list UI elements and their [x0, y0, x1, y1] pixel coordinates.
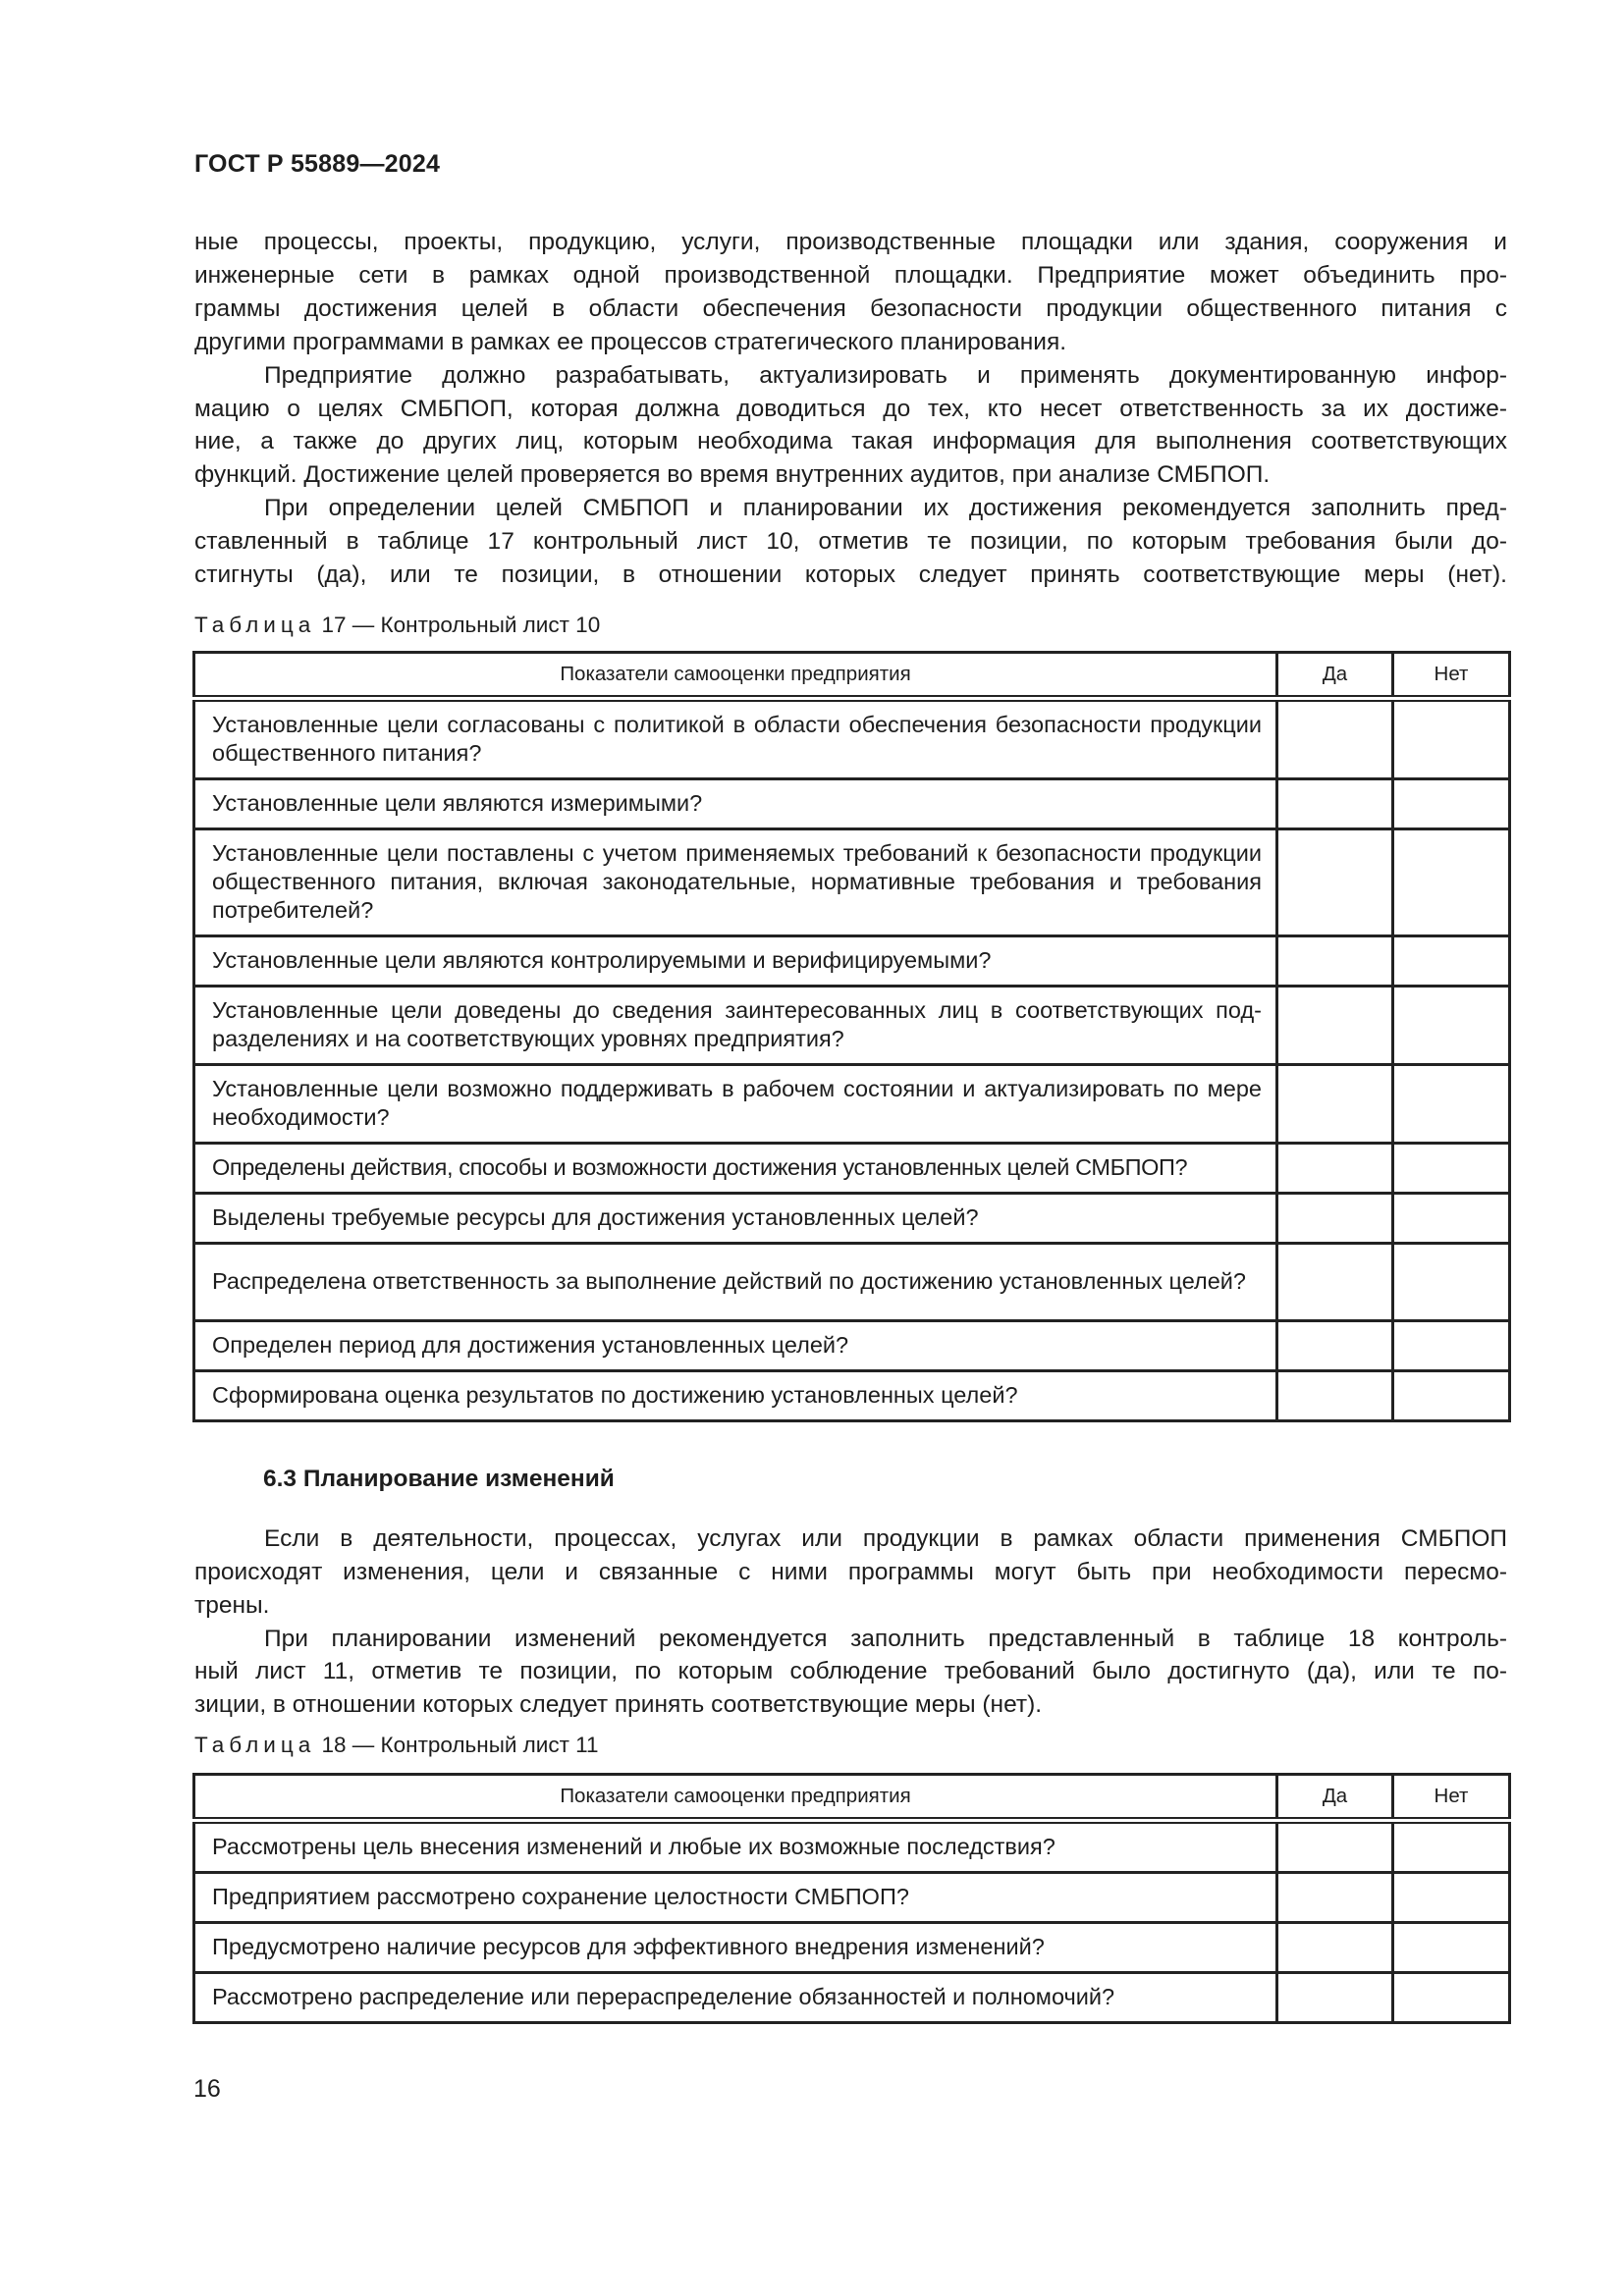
yes-checkbox-cell[interactable] [1277, 1371, 1393, 1421]
column-header-no: Нет [1393, 1775, 1510, 1821]
caption-text: 17 — Контрольный лист 10 [321, 613, 601, 637]
column-header-yes: Да [1277, 653, 1393, 699]
no-checkbox-cell[interactable] [1393, 1821, 1510, 1873]
table-row [194, 1144, 1510, 1194]
yes-checkbox-cell[interactable] [1277, 987, 1393, 1065]
caption-prefix: Таблица [194, 1733, 316, 1757]
no-checkbox-cell[interactable] [1393, 1923, 1510, 1973]
yes-checkbox-cell[interactable] [1277, 699, 1393, 779]
column-header-indicator: Показатели самооценки предприятия [194, 1775, 1277, 1821]
table-row [194, 1923, 1510, 1973]
table-row [194, 779, 1510, 829]
table-row [194, 1371, 1510, 1421]
yes-checkbox-cell[interactable] [1277, 1144, 1393, 1194]
checklist-table-18 [192, 1773, 1511, 2024]
paragraph-line: граммы достижения целей в области обеспечения безопасности продукции общественного питания с [194, 295, 1507, 322]
question-cell: Определены действия, способы и возможности достижения установленных целей СМБПОП? [194, 1144, 1277, 1194]
yes-checkbox-cell[interactable] [1277, 1821, 1393, 1873]
paragraph-line: ставленный в таблице 17 контрольный лист 10, отметив те позиции, по которым требования были до- [194, 528, 1507, 555]
question-cell: Рассмотрено распределение или перераспределение обязанностей и полномочий? [194, 1973, 1277, 2023]
column-header-indicator: Показатели самооценки предприятия [194, 653, 1277, 699]
yes-checkbox-cell[interactable] [1277, 1244, 1393, 1321]
question-cell: Выделены требуемые ресурсы для достижения установленных целей? [194, 1194, 1277, 1244]
paragraph-line: инженерные сети в рамках одной производственной площадки. Предприятие может объединить про- [194, 262, 1507, 289]
table-row [194, 1321, 1510, 1371]
no-checkbox-cell[interactable] [1393, 987, 1510, 1065]
table-header-row [194, 1775, 1510, 1821]
question-cell: Установленные цели являются контролируемыми и верифицируемыми? [194, 936, 1277, 987]
table-row [194, 1821, 1510, 1873]
no-checkbox-cell[interactable] [1393, 1065, 1510, 1144]
paragraph-line: ный лист 11, отметив те позиции, по которым соблюдение требований было достигнуто (да), или те по- [194, 1658, 1507, 1684]
no-checkbox-cell[interactable] [1393, 699, 1510, 779]
paragraph-line: стигнуты (да), или те позиции, в отношении которых следует принять соответствующие меры (нет). [194, 561, 1507, 588]
page-number: 16 [193, 2075, 221, 2103]
table-row [194, 987, 1510, 1065]
table-row [194, 936, 1510, 987]
document-header: ГОСТ Р 55889—2024 [194, 150, 441, 178]
question-cell: Установленные цели являются измеримыми? [194, 779, 1277, 829]
yes-checkbox-cell[interactable] [1277, 829, 1393, 936]
table-row [194, 699, 1510, 779]
caption-text: 18 — Контрольный лист 11 [321, 1733, 599, 1757]
no-checkbox-cell[interactable] [1393, 779, 1510, 829]
caption-prefix: Таблица [194, 613, 316, 637]
question-cell: Распределена ответственность за выполнение действий по достижению установленных целей? [194, 1244, 1277, 1321]
paragraph-line: функций. Достижение целей проверяется во время внутренних аудитов, при анализе СМБПОП. [194, 461, 1271, 488]
paragraph-line: ние, а также до других лиц, которым необходима такая информация для выполнения соответствующих [194, 428, 1507, 454]
paragraph-line: Если в деятельности, процессах, услугах или продукции в рамках области применения СМБПОП [264, 1525, 1507, 1552]
yes-checkbox-cell[interactable] [1277, 1923, 1393, 1973]
paragraph-line: трены. [194, 1592, 270, 1619]
question-cell: Установленные цели поставлены с учетом применяемых требований к безопасности продукции общественного питания, включая законодательные, нормативные требования и требования потребителей? [194, 829, 1277, 936]
paragraph-line: происходят изменения, цели и связанные с ними программы могут быть при необходимости пересмо- [194, 1559, 1507, 1585]
no-checkbox-cell[interactable] [1393, 1244, 1510, 1321]
paragraph-line: зиции, в отношении которых следует принять соответствующие меры (нет). [194, 1691, 1043, 1718]
question-cell: Установленные цели возможно поддерживать в рабочем состоянии и актуализировать по мере необходимости? [194, 1065, 1277, 1144]
question-cell: Рассмотрены цель внесения изменений и любые их возможные последствия? [194, 1821, 1277, 1873]
paragraph-line: мацию о целях СМБПОП, которая должна доводиться до тех, кто несет ответственность за их достиже- [194, 396, 1507, 422]
yes-checkbox-cell[interactable] [1277, 936, 1393, 987]
table-row [194, 1873, 1510, 1923]
no-checkbox-cell[interactable] [1393, 1194, 1510, 1244]
table-header-row [194, 653, 1510, 699]
yes-checkbox-cell[interactable] [1277, 1873, 1393, 1923]
section-heading: 6.3 Планирование изменений [263, 1466, 615, 1492]
no-checkbox-cell[interactable] [1393, 1873, 1510, 1923]
paragraph-line: При планировании изменений рекомендуется заполнить представленный в таблице 18 контроль- [264, 1626, 1507, 1652]
yes-checkbox-cell[interactable] [1277, 1065, 1393, 1144]
question-cell: Предусмотрено наличие ресурсов для эффективного внедрения изменений? [194, 1923, 1277, 1973]
table-row [194, 1973, 1510, 2023]
paragraph-line: При определении целей СМБПОП и планировании их достижения рекомендуется заполнить пред- [264, 495, 1507, 521]
table-row [194, 1194, 1510, 1244]
question-cell: Установленные цели согласованы с политикой в области обеспечения безопасности продукции общественного питания? [194, 699, 1277, 779]
paragraph-line: Предприятие должно разрабатывать, актуализировать и применять документированную инфор- [264, 362, 1507, 389]
yes-checkbox-cell[interactable] [1277, 779, 1393, 829]
question-cell: Установленные цели доведены до сведения заинтересованных лиц в соответствующих подразделениях и на соответствующих уровнях предприятия? [194, 987, 1277, 1065]
paragraph-line: ные процессы, проекты, продукцию, услуги, производственные площадки или здания, сооружения и [194, 229, 1507, 255]
paragraph-line: другими программами в рамках ее процессов стратегического планирования. [194, 329, 1067, 355]
question-cell: Сформирована оценка результатов по достижению установленных целей? [194, 1371, 1277, 1421]
no-checkbox-cell[interactable] [1393, 1321, 1510, 1371]
checklist-table-17 [192, 651, 1511, 1422]
table-row [194, 1244, 1510, 1321]
table-row [194, 1065, 1510, 1144]
column-header-no: Нет [1393, 653, 1510, 699]
no-checkbox-cell[interactable] [1393, 1371, 1510, 1421]
no-checkbox-cell[interactable] [1393, 1973, 1510, 2023]
no-checkbox-cell[interactable] [1393, 1144, 1510, 1194]
no-checkbox-cell[interactable] [1393, 936, 1510, 987]
column-header-yes: Да [1277, 1775, 1393, 1821]
yes-checkbox-cell[interactable] [1277, 1973, 1393, 2023]
question-cell: Определен период для достижения установленных целей? [194, 1321, 1277, 1371]
yes-checkbox-cell[interactable] [1277, 1321, 1393, 1371]
no-checkbox-cell[interactable] [1393, 829, 1510, 936]
question-cell: Предприятием рассмотрено сохранение целостности СМБПОП? [194, 1873, 1277, 1923]
table-18-caption [194, 1733, 599, 1758]
table-row [194, 829, 1510, 936]
yes-checkbox-cell[interactable] [1277, 1194, 1393, 1244]
table-17-caption [194, 613, 600, 638]
